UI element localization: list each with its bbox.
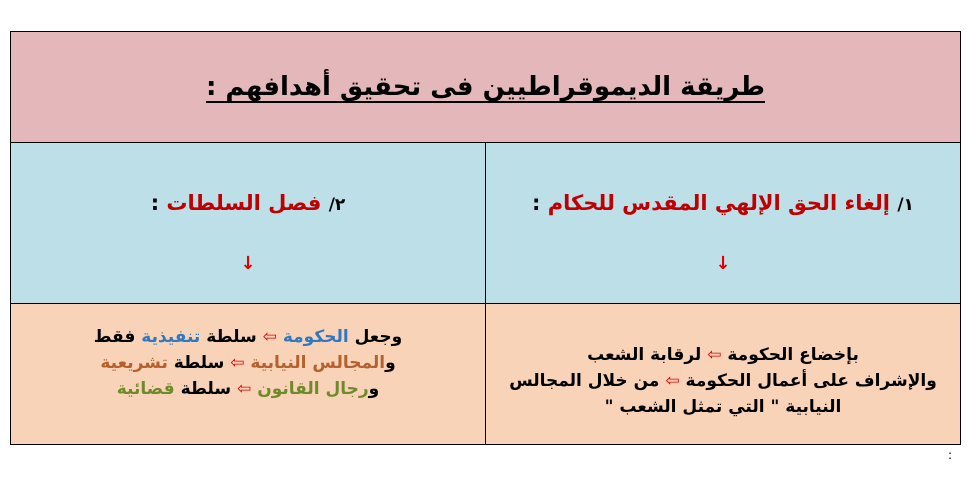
- left-heading-colon: :: [150, 191, 160, 215]
- text-fragment: الحكومة: [282, 327, 349, 347]
- left-line-3: [11, 376, 485, 402]
- text-fragment: لرقابة الشعب: [587, 345, 702, 365]
- text-fragment: من خلال المجالس: [509, 371, 660, 391]
- text-fragment: تشريعية: [100, 353, 168, 373]
- right-heading: [486, 191, 960, 215]
- text-fragment: بإخضاع الحكومة: [727, 345, 859, 365]
- text-fragment: والإشراف على أعمال الحكومة: [685, 371, 937, 391]
- text-fragment: فقط: [93, 327, 136, 347]
- right-heading-text: إلغاء الحق الإلهي المقدس للحكام: [547, 191, 891, 215]
- details-row: [11, 304, 960, 444]
- left-line-1: [11, 324, 485, 350]
- left-arrow-icon: ⇦: [707, 345, 722, 365]
- text-fragment: قضائية: [116, 379, 175, 399]
- left-arrow-icon: ⇦: [262, 327, 277, 347]
- down-arrow-icon: ↓: [715, 253, 731, 274]
- left-arrow-icon: ⇦: [237, 379, 252, 399]
- headings-row: [11, 143, 960, 304]
- text-fragment: وجعل: [354, 327, 403, 347]
- right-detail-cell: [485, 304, 960, 444]
- right-line-3: النيابية " التي تمثل الشعب ": [604, 397, 842, 417]
- text-fragment: تنفيذية: [141, 327, 201, 347]
- text-fragment: المجالس النيابية: [250, 353, 386, 373]
- text-fragment: سلطة: [206, 327, 257, 347]
- right-heading-cell: [485, 143, 960, 303]
- content-table: [10, 31, 961, 445]
- left-line-2: [11, 350, 485, 376]
- right-heading-number: ١/: [897, 195, 914, 215]
- text-fragment: سلطة: [180, 379, 232, 399]
- down-arrow-icon: ↓: [240, 253, 256, 274]
- left-detail-cell: [11, 304, 485, 444]
- left-detail-text: [11, 324, 485, 402]
- text-fragment: رجال القانون: [257, 379, 369, 399]
- left-heading: [11, 191, 485, 215]
- right-detail-text: [486, 342, 960, 420]
- right-line-2: [486, 368, 960, 394]
- left-heading-text: فصل السلطات: [166, 191, 322, 215]
- page-title: طريقة الديموقراطيين فى تحقيق أهدافهم :: [205, 72, 765, 102]
- text-fragment: و: [385, 353, 396, 373]
- right-heading-colon: :: [532, 191, 541, 215]
- left-arrow-icon: ⇦: [665, 371, 680, 391]
- text-fragment: سلطة: [173, 353, 225, 373]
- title-row: [11, 32, 960, 143]
- left-heading-cell: [11, 143, 485, 303]
- footer-mark: :: [948, 448, 953, 462]
- left-arrow-icon: ⇦: [230, 353, 245, 373]
- text-fragment: و: [368, 379, 380, 399]
- right-line-1: [486, 342, 960, 368]
- left-heading-number: ٢/: [328, 195, 346, 215]
